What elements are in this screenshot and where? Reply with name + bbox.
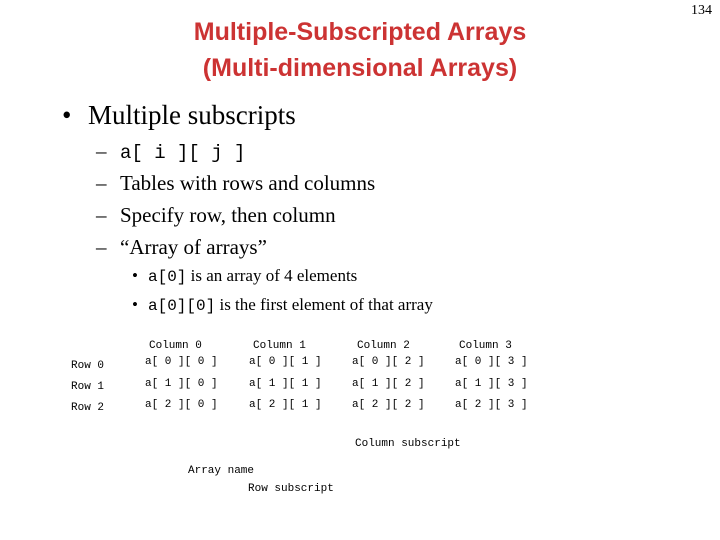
column-subscript-label: Column subscript [355, 438, 461, 450]
dash-marker: – [96, 139, 107, 163]
sub-sub-item-text: is an array of 4 elements [186, 266, 358, 285]
sub-item-1 [96, 139, 245, 164]
array-name-label: Array name [188, 465, 255, 477]
column-header: Column 2 [357, 340, 410, 352]
dash-marker: – [96, 203, 107, 227]
sub-sub-item-2 [132, 295, 433, 315]
sub-item-text: “Array of arrays” [120, 235, 267, 259]
table-cell: a[ 1 ][ 3 ] [455, 378, 528, 390]
slide-title-line2: (Multi-dimensional Arrays) [202, 54, 518, 82]
column-header: Column 3 [459, 340, 512, 352]
sub-item-code: a[ i ][ j ] [120, 142, 246, 164]
sub-item-3 [96, 203, 336, 228]
table-cell: a[ 0 ][ 3 ] [455, 356, 528, 368]
inline-code: a[0][0] [148, 297, 216, 315]
sub-sub-item-text: is the first element of that array [215, 295, 433, 314]
table-cell: a[ 2 ][ 1 ] [249, 399, 322, 411]
sub-item-text: Specify row, then column [120, 203, 336, 227]
row-subscript-label: Row subscript [248, 483, 334, 495]
table-cell: a[ 1 ][ 0 ] [145, 378, 218, 390]
table-cell: a[ 0 ][ 2 ] [352, 356, 425, 368]
bullet-marker: • [132, 295, 138, 314]
sub-item-4 [96, 235, 267, 260]
table-cell: a[ 0 ][ 1 ] [249, 356, 322, 368]
dash-marker: – [96, 171, 107, 195]
column-header: Column 0 [149, 340, 202, 352]
main-bullet [62, 100, 296, 131]
table-cell: a[ 1 ][ 1 ] [249, 378, 322, 390]
row-label: Row 1 [71, 381, 105, 393]
column-header: Column 1 [253, 340, 306, 352]
main-bullet-text: Multiple subscripts [88, 100, 296, 130]
inline-code: a[0] [148, 268, 187, 286]
row-label: Row 2 [71, 402, 105, 414]
table-cell: a[ 2 ][ 2 ] [352, 399, 425, 411]
table-cell: a[ 1 ][ 2 ] [352, 378, 425, 390]
bullet-marker: • [132, 266, 138, 285]
row-label: Row 0 [71, 360, 105, 372]
slide-title-line1: Multiple-Subscripted Arrays [193, 18, 527, 46]
dash-marker: – [96, 235, 107, 259]
table-cell: a[ 2 ][ 0 ] [145, 399, 218, 411]
page-number: 134 [691, 3, 712, 18]
sub-item-text: Tables with rows and columns [120, 171, 376, 195]
table-cell: a[ 0 ][ 0 ] [145, 356, 218, 368]
table-cell: a[ 2 ][ 3 ] [455, 399, 528, 411]
sub-item-2 [96, 171, 375, 196]
sub-sub-item-1 [132, 266, 357, 286]
bullet-marker: • [62, 100, 72, 130]
